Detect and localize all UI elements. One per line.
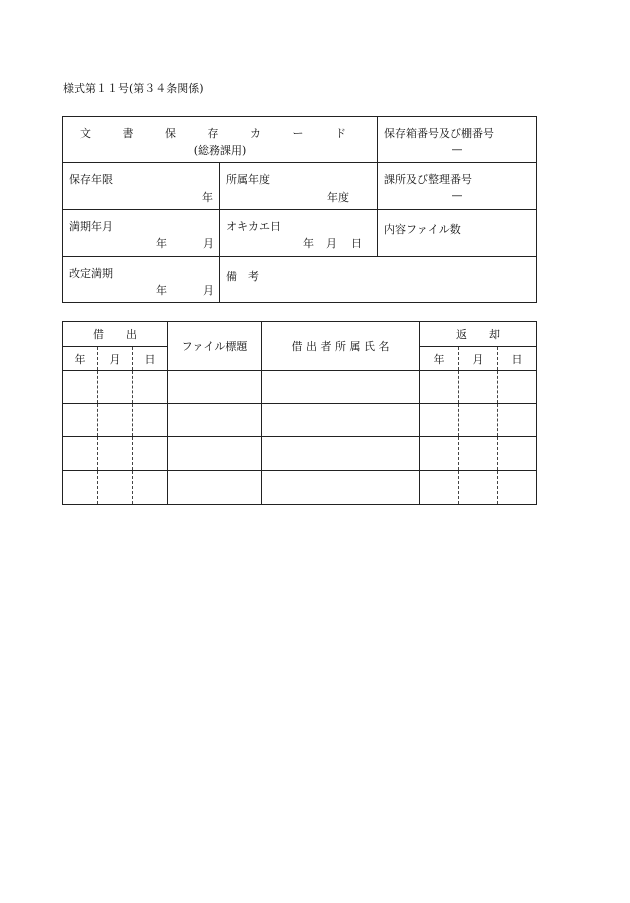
document-storage-card <box>62 116 537 303</box>
lending-log-table <box>62 321 537 505</box>
box-number-cell <box>378 117 537 163</box>
table-row <box>63 471 537 505</box>
fiscal-year-unit: 年度 <box>327 191 349 204</box>
fiscal-year-cell <box>220 163 378 210</box>
expiry-date-cell <box>63 210 220 257</box>
return-header <box>420 322 537 347</box>
retention-period-unit: 年 <box>202 191 213 204</box>
content-count-label: 内容ファイル数 <box>384 223 461 236</box>
borrower-header <box>262 322 420 371</box>
return-month-header: 月 <box>459 347 498 371</box>
expiry-date-label: 満期年月 <box>69 220 113 233</box>
section-number-value: — <box>451 189 463 202</box>
remarks-cell <box>220 257 537 303</box>
section-number-label: 課所及び整理番号 <box>384 173 472 186</box>
retention-period-cell <box>63 163 220 210</box>
okikae-date-cell <box>220 210 378 257</box>
table-row <box>63 404 537 437</box>
remarks-label: 備 考 <box>226 270 259 283</box>
expiry-month-unit: 月 <box>203 237 214 250</box>
expiry-year-unit: 年 <box>156 237 167 250</box>
retention-period-label: 保存年限 <box>69 173 113 186</box>
fiscal-year-label: 所属年度 <box>226 173 270 186</box>
card-title: 文 書 保 存 カ ー ド <box>80 127 360 140</box>
okikae-date-label: オキカエ日 <box>226 220 281 233</box>
box-number-label: 保存箱番号及び棚番号 <box>384 127 494 140</box>
return-year-header: 年 <box>420 347 459 371</box>
table-row <box>63 371 537 404</box>
borrow-header <box>63 322 168 347</box>
return-day-header: 日 <box>498 347 537 371</box>
form-number-label: 様式第１１号(第３４条関係) <box>63 82 204 95</box>
okikae-year-unit: 年 <box>303 237 314 250</box>
okikae-day-unit: 日 <box>351 237 362 250</box>
revised-expiry-cell <box>63 257 220 303</box>
file-title-header-text: ファイル標題 <box>181 340 248 353</box>
box-number-value: — <box>451 143 463 156</box>
okikae-month-unit: 月 <box>326 237 337 250</box>
borrow-day-header: 日 <box>133 347 168 371</box>
revised-year-unit: 年 <box>156 284 167 297</box>
revised-month-unit: 月 <box>203 284 214 297</box>
card-subtitle: (総務課用) <box>193 144 247 157</box>
section-number-cell <box>378 163 537 210</box>
content-count-cell <box>378 210 537 257</box>
return-header-text: 返 却 <box>456 328 500 341</box>
card-title-cell <box>63 117 378 163</box>
borrow-header-text: 借 出 <box>93 328 137 341</box>
borrower-header-text: 借 出 者 所 属 氏 名 <box>291 340 390 353</box>
borrow-year-header: 年 <box>63 347 98 371</box>
borrow-month-header: 月 <box>98 347 133 371</box>
file-title-header <box>168 322 262 371</box>
revised-expiry-label: 改定満期 <box>69 267 113 280</box>
table-row <box>63 437 537 471</box>
